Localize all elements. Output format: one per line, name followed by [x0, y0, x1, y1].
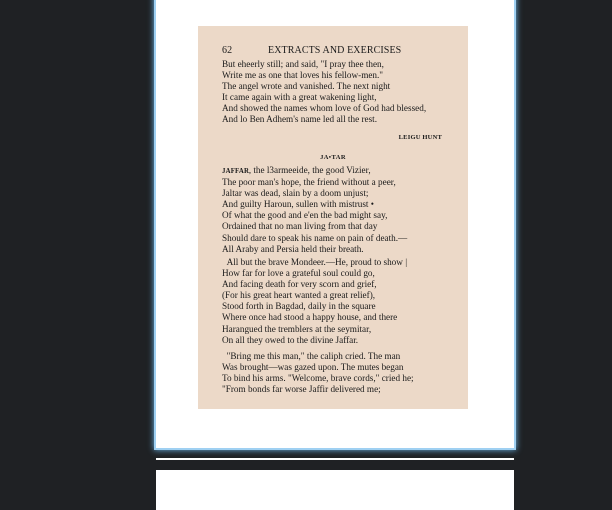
- poem-line: But eheerly still; and said, "I pray thee then,: [222, 59, 384, 69]
- poem-line: All Araby and Persia held their breath.: [222, 243, 364, 254]
- poem-line: The poor man's hope, the friend without a peer,: [222, 177, 396, 188]
- poem-line: All but the brave Mondeer.—He, proud to show |: [222, 257, 408, 267]
- poem-line: To bind his arms. "Welcome, brave cords," cried he;: [222, 373, 414, 384]
- poem-title: JA•TAR: [320, 154, 346, 161]
- page-header: [222, 45, 462, 56]
- poem-line: And showed the names whom love of God had blessed,: [222, 103, 427, 114]
- poem-line: "Bring me this man," the caliph cried. The man: [222, 351, 401, 361]
- poem-line: Write me as one that loves his fellow-men.": [222, 70, 384, 81]
- scanned-page-image: [198, 26, 468, 409]
- poem-line: It came again with a great wakening light,: [222, 92, 377, 103]
- poem-stanza-3: [222, 351, 464, 395]
- poem-line: "From bonds far worse Jaffir delivered me;: [222, 384, 381, 395]
- poem-line: Stood forth in Bagdad, daily in the square: [222, 301, 376, 312]
- page-number: 62: [222, 45, 233, 56]
- poem-line: Should dare to speak his name on pain of death.—: [222, 232, 408, 243]
- poem-stanza-2: [222, 257, 464, 346]
- first-word: JAFFAR,: [222, 168, 252, 175]
- poem-line: And lo Ben Adhem's name led all the rest.: [222, 114, 378, 125]
- poem-line: And guilty Haroun, sullen with mistrust •: [222, 199, 374, 210]
- first-line-rest: the l3armeeide, the good Vizier,: [251, 165, 371, 175]
- poem-line: [222, 165, 464, 177]
- poem-abou-ben-adhem-ending: [222, 59, 464, 126]
- poem-line: Was brought—was gazed upon. The mutes began: [222, 362, 404, 373]
- next-document-page[interactable]: [156, 470, 514, 510]
- poem-line: Harangued the tremblers at the seymitar,: [222, 323, 372, 334]
- poem-line: How far for love a grateful soul could go,: [222, 268, 375, 279]
- poem-line: Where once had stood a happy house, and there: [222, 312, 398, 323]
- poem-attribution: LEIGU HUNT: [398, 134, 442, 141]
- poem-line: And facing death for very scorn and grief,: [222, 279, 377, 290]
- poem-line: The angel wrote and vanished. The next night: [222, 81, 391, 92]
- document-page[interactable]: [156, 0, 514, 448]
- poem-line: On all they owed to the divine Jaffar.: [222, 334, 359, 345]
- page-separator: [156, 458, 514, 460]
- poem-line: Jaltar was dead, slain by a doom unjust;: [222, 188, 369, 199]
- poem-stanza-1: [222, 165, 464, 255]
- poem-line: Of what the good and e'en the bad might say,: [222, 210, 388, 221]
- poem-line: (For his great heart wanted a great relief),: [222, 290, 376, 301]
- running-head: EXTRACTS AND EXERCISES: [268, 45, 402, 56]
- poem-line: Ordained that no man living from that day: [222, 221, 378, 232]
